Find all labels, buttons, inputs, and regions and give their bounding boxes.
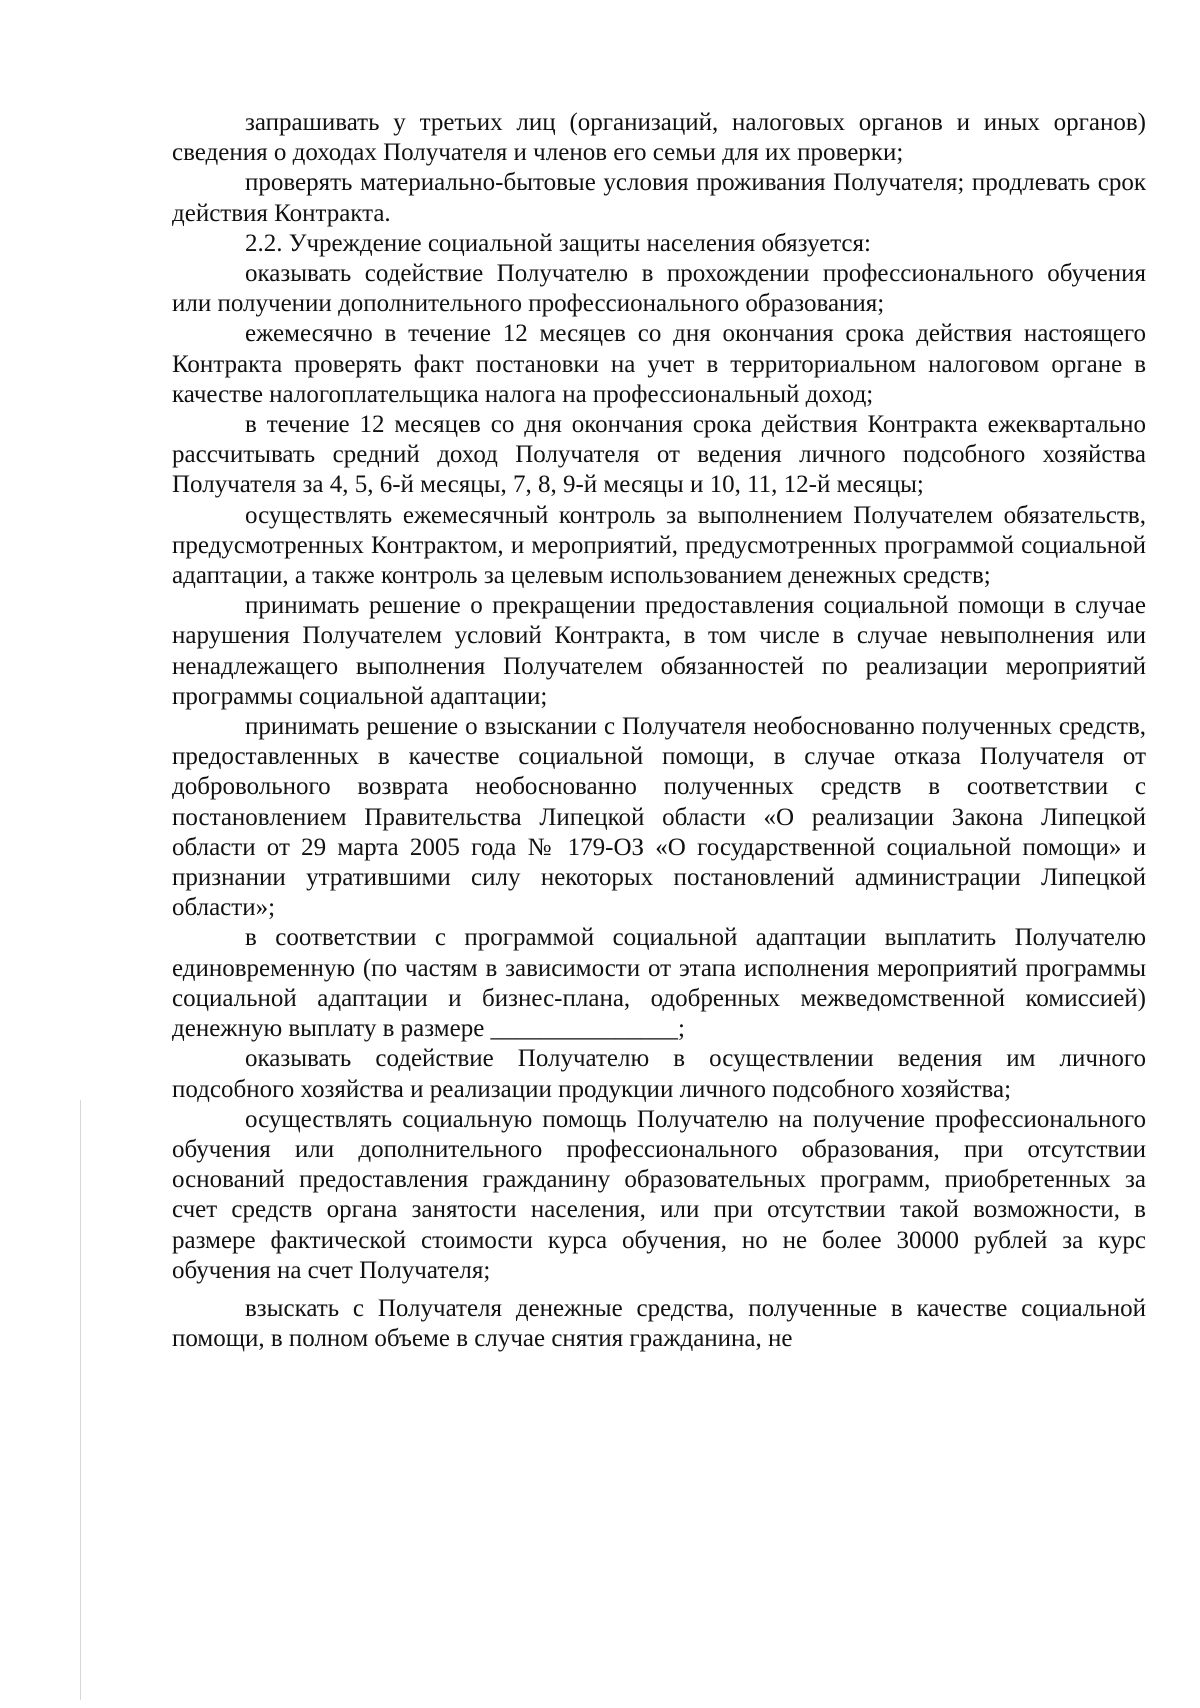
document-body bbox=[172, 108, 1146, 1354]
paragraph-recover-full-amount: взыскать с Получателя денежные средства, полученные в качестве социальной помощи, в полном объеме в случае снятия гражданина, не bbox=[172, 1294, 1146, 1353]
paragraph-monthly-control: осуществлять ежемесячный контроль за выполнением Получателем обязательств, предусмотренных Контрактом, и мероприятий, предусмотренных программой социальной адаптации, а также контроль за целевым использованием денежных средств; bbox=[172, 501, 1146, 590]
paragraph-recover-funds: принимать решение о взыскании с Получателя необоснованно полученных средств, предоставленных в качестве социальной помощи, в случае отказа Получателя от добровольного возврата необоснованно полученных средств в соответствии с постановлением Правительства Липецкой области «О реализации Закона Липецкой области от 29 марта 2005 года № 179-ОЗ «О государственной социальной помощи» и признании утратившими силу некоторых постановлений администрации Липецкой области»; bbox=[172, 713, 1146, 922]
section-heading-2-2: 2.2. Учреждение социальной защиты населения обязуется: bbox=[245, 229, 871, 257]
paragraph-lump-sum-payment: в соответствии с программой социальной адаптации выплатить Получателю единовременную (по частям в зависимости от этапа исполнения мероприятий программы социальной адаптации и бизнес-плана, одобренных межведомственной комиссией) денежную выплату в размере _______________; bbox=[172, 924, 1146, 1043]
paragraph-quarterly-income: в течение 12 месяцев со дня окончания срока действия Контракта ежеквартально рассчитывать средний доход Получателя от ведения личного подсобного хозяйства Получателя за 4, 5, 6-й месяцы, 7, 8, 9-й месяцы и 10, 11, 12-й месяцы; bbox=[172, 411, 1146, 499]
paragraph-assist-household: оказывать содействие Получателю в осуществлении ведения им личного подсобного хозяйства и реализации продукции личного подсобного хозяйства; bbox=[172, 1045, 1146, 1103]
paragraph-terminate-assistance: принимать решение о прекращении предоставления социальной помощи в случае нарушения Получателем условий Контракта, в том числе в случае невыполнения или ненадлежащего выполнения Получателем обязанностей по реализации мероприятий программы социальной адаптации; bbox=[172, 592, 1146, 710]
scan-margin-line bbox=[80, 1100, 81, 1700]
paragraph-check-living-conditions: проверять материально-бытовые условия проживания Получателя; продлевать срок действия Контракта. bbox=[172, 169, 1146, 227]
paragraph-monthly-tax-check: ежемесячно в течение 12 месяцев со дня окончания срока действия настоящего Контракта проверять факт постановки на учет в территориальном налоговом органе в качестве налогоплательщика налога на профессиональный доход; bbox=[172, 320, 1146, 408]
paragraph-request-info: запрашивать у третьих лиц (организаций, налоговых органов и иных органов) сведения о доходах Получателя и членов его семьи для их проверки; bbox=[172, 109, 1146, 167]
paragraph-assist-training: оказывать содействие Получателю в прохождении профессионального обучения или получении дополнительного профессионального образования; bbox=[172, 260, 1146, 318]
paragraph-training-assistance: осуществлять социальную помощь Получателю на получение профессионального обучения или дополнительного профессионального образования, при отсутствии оснований предоставления гражданину образовательных программ, приобретенных за счет средств органа занятости населения, или при отсутствии такой возможности, в размере фактической стоимости курса обучения, но не более 30000 рублей за курс обучения на счет Получателя; bbox=[172, 1105, 1146, 1284]
